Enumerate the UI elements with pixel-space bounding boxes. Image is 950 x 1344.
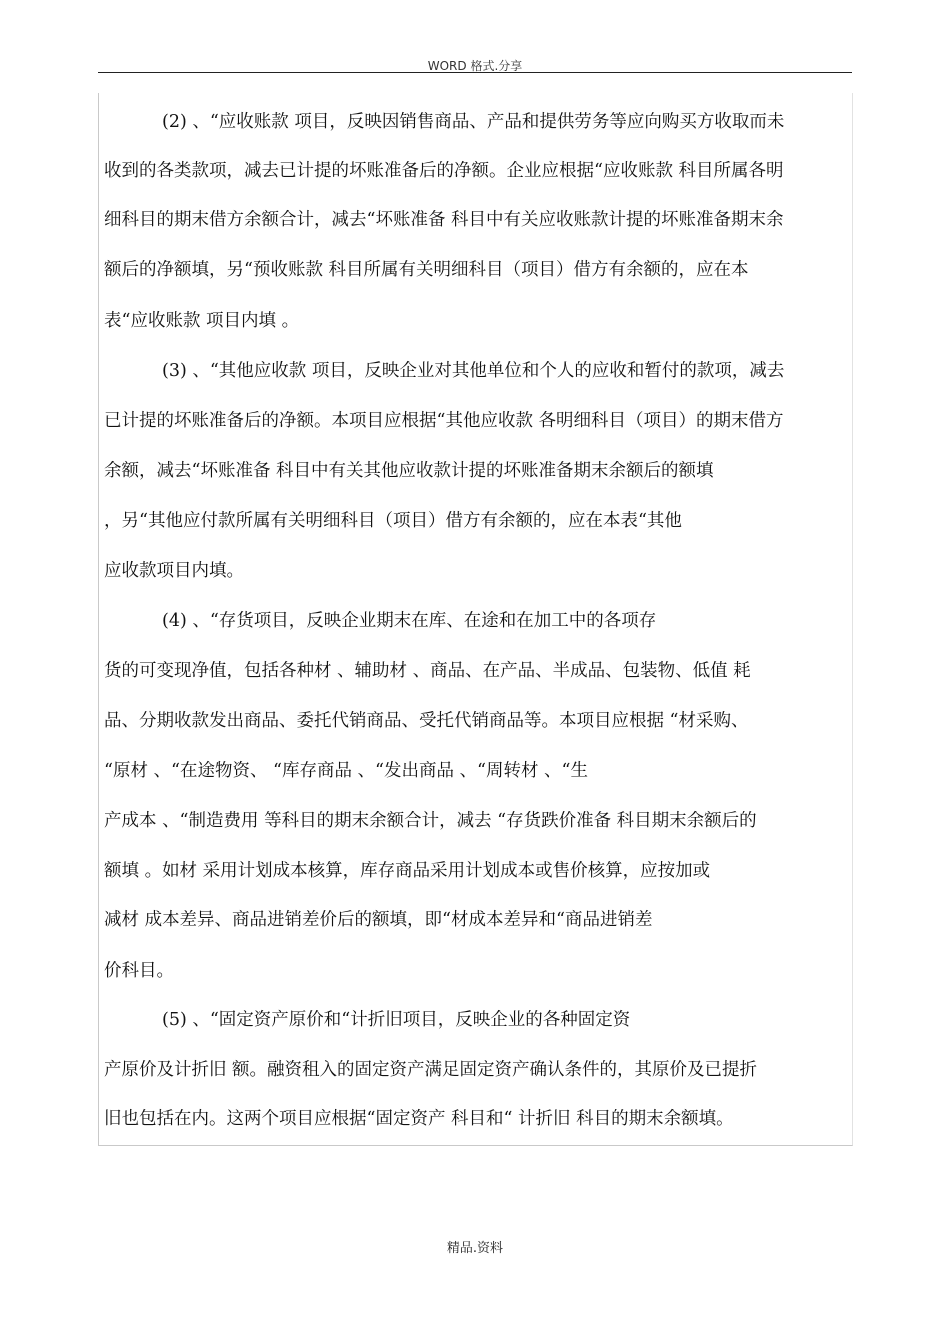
paragraph-4-line-3: 品、分期收款发出商品、委托代销商品、受托代销商品等。本项目应根据 “材采购、 xyxy=(104,711,749,731)
paragraph-2-line-3: 细科目的期末借方余额合计，减去“坏账准备 科目中有关应收账款计提的坏账准备期末余 xyxy=(104,210,784,230)
paragraph-5-line-2: 产原价及计折旧 额。融资租入的固定资产满足固定资产确认条件的，其原价及已提折 xyxy=(104,1060,758,1080)
page-footer: 精品.资料 xyxy=(446,1241,504,1256)
paragraph-4-line-1: (4) 、“存货项目，反映企业期末在库、在途和在加工中的各项存 xyxy=(162,611,657,631)
header-divider xyxy=(98,72,852,73)
paragraph-5-line-3: 旧也包括在内。这两个项目应根据“固定资产 科目和“ 计折旧 科目的期末余额填。 xyxy=(104,1109,734,1129)
paragraph-4-line-6: 额填 。如材 采用计划成本核算，库存商品采用计划成本或售价核算，应按加或 xyxy=(104,861,711,881)
paragraph-4-line-2: 货的可变现净值，包括各种材 、辅助材 、商品、在产品、半成品、包装物、低值 耗 xyxy=(104,661,751,681)
paragraph-3-line-5: 应收款项目内填。 xyxy=(104,561,244,581)
paragraph-4-line-7: 减材 成本差异、商品进销差价后的额填，即“材成本差异和“商品进销差 xyxy=(104,910,653,930)
paragraph-3-line-4: ，另“其他应付款所属有关明细科目（项目）借方有余额的，应在本表“其他 xyxy=(104,511,682,531)
paragraph-5-line-1: (5) 、“固定资产原价和“计折旧项目，反映企业的各种固定资 xyxy=(162,1010,631,1030)
paragraph-2-line-5: 表“应收账款 项目内填 。 xyxy=(104,311,300,331)
page-header: WORD 格式.分享 xyxy=(427,59,523,73)
paragraph-4-line-4: “原材 、“在途物资、 “库存商品 、“发出商品 、“周转材 、“生 xyxy=(104,761,588,781)
paragraph-2-line-2: 收到的各类款项，减去已计提的坏账准备后的净额。企业应根据“应收账款 科目所属各明 xyxy=(104,161,784,181)
paragraph-3-line-3: 余额，减去“坏账准备 科目中有关其他应收款计提的坏账准备期末余额后的额填 xyxy=(104,461,714,481)
paragraph-4-line-8: 价科目。 xyxy=(104,961,174,981)
paragraph-4-line-5: 产成本 、“制造费用 等科目的期末余额合计，减去 “存货跌价准备 科目期末余额后的 xyxy=(104,811,757,831)
paragraph-3-line-2: 已计提的坏账准备后的净额。本项目应根据“其他应收款 各明细科目（项目）的期末借方 xyxy=(104,411,784,431)
paragraph-2-line-4: 额后的净额填，另“预收账款 科目所属有关明细科目（项目）借方有余额的，应在本 xyxy=(104,260,749,280)
paragraph-2-line-1: (2) 、“应收账款 项目，反映因销售商品、产品和提供劳务等应向购买方收取而未 xyxy=(162,112,785,132)
paragraph-3-line-1: (3) 、“其他应收款 项目，反映企业对其他单位和个人的应收和暂付的款项，减去 xyxy=(162,361,785,381)
